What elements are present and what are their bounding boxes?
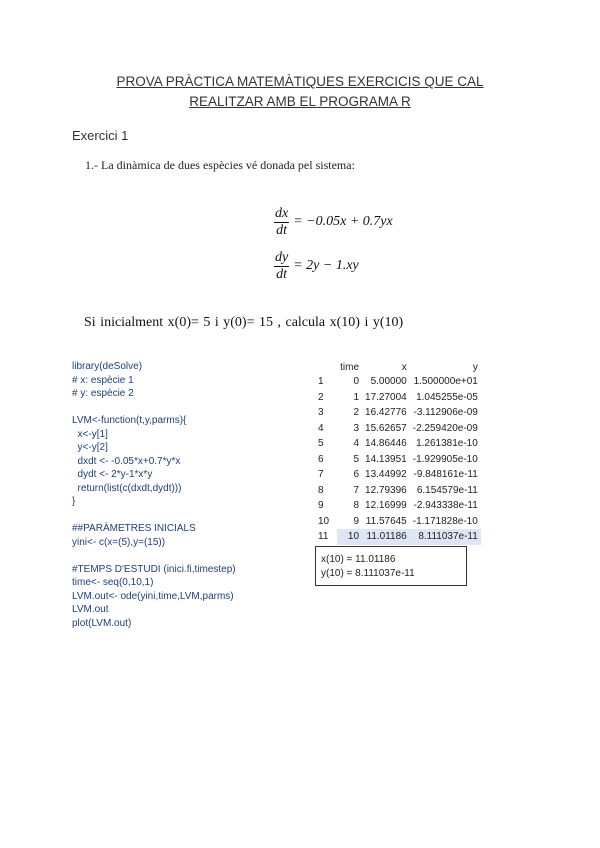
- r-output-table: [318, 360, 481, 545]
- table-cell: 14.13951: [365, 453, 407, 465]
- equation-dx: [274, 200, 393, 244]
- table-cell: 3: [318, 407, 324, 419]
- table-cell: -1.929905e-10: [412, 453, 478, 465]
- table-cell: 6: [353, 469, 360, 481]
- table-cell: 9: [318, 500, 324, 512]
- table-cell: 1: [353, 391, 360, 403]
- equation-dy: [274, 244, 393, 288]
- table-row: [318, 421, 481, 437]
- result-y10: y(10) = 8.111037e-11: [321, 568, 415, 579]
- table-cell: 10: [318, 515, 330, 527]
- problem-statement: 1.- La dinàmica de dues espècies vé donada pel sistema:: [85, 158, 355, 172]
- table-cell: 3: [353, 422, 360, 434]
- table-row: [318, 498, 481, 514]
- table-cell: 8.111037e-11: [410, 529, 481, 545]
- code-line: [72, 509, 236, 523]
- table-cell: 7: [318, 469, 324, 481]
- code-line: [72, 549, 236, 563]
- table-cell: 8: [353, 500, 360, 512]
- r-code-block: [72, 360, 236, 630]
- document-title: [0, 72, 600, 112]
- code-line: # y: espècie 2: [72, 388, 134, 399]
- table-cell: 12.16999: [365, 500, 407, 512]
- code-line: time<- seq(0,10,1): [72, 577, 154, 588]
- code-line: #TEMPS D'ESTUDI (inici.fi,timestep): [72, 563, 236, 575]
- output-header-row: [318, 360, 481, 374]
- table-row: [318, 483, 481, 499]
- table-cell: 10: [337, 529, 362, 545]
- table-cell: 17.27004: [365, 391, 407, 403]
- table-row: [318, 529, 481, 545]
- table-cell: 9: [353, 515, 360, 527]
- code-line: LVM<-function(t,y,parms){: [72, 415, 187, 426]
- header-y: y: [472, 361, 478, 373]
- title-line-1: PROVA PRÀCTICA MATEMÀTIQUES EXERCICIS QUE CAL: [116, 74, 484, 89]
- table-cell: 5: [353, 453, 360, 465]
- header-time: time: [340, 361, 360, 373]
- code-line: LVM.out<- ode(yini,time,LVM,parms): [72, 590, 234, 602]
- result-box: [315, 546, 467, 586]
- table-cell: 11: [318, 531, 329, 543]
- equation-system: [274, 200, 393, 288]
- table-cell: 12.79396: [365, 484, 407, 496]
- table-row: [318, 374, 481, 390]
- code-line: dydt <- 2*y-1*x*y: [72, 469, 153, 480]
- table-cell: -3.112906e-09: [413, 407, 478, 419]
- table-row: [318, 390, 481, 406]
- table-cell: 6.154579e-11: [416, 484, 478, 496]
- table-cell: 2: [318, 391, 324, 403]
- table-cell: 1: [318, 376, 324, 388]
- code-line: yini<- c(x=(5),y=(15)): [72, 536, 166, 548]
- table-cell: 13.44992: [365, 469, 407, 481]
- code-line: ##PARÀMETRES INICIALS: [72, 523, 196, 534]
- table-cell: 8: [318, 484, 324, 496]
- table-cell: 11.01186: [362, 529, 410, 545]
- table-cell: 15.62657: [365, 422, 407, 434]
- table-cell: 4: [353, 438, 360, 450]
- code-line: plot(LVM.out): [72, 617, 132, 629]
- code-line: }: [72, 496, 76, 507]
- exercise-heading: Exercici 1: [72, 128, 129, 143]
- table-cell: 16.42776: [365, 407, 407, 419]
- table-row: [318, 514, 481, 530]
- table-cell: -2.259420e-09: [412, 422, 478, 434]
- code-line: # x: espècie 1: [72, 374, 134, 386]
- result-x10: x(10) = 11.01186: [321, 554, 396, 565]
- table-cell: 1.261381e-10: [416, 438, 478, 450]
- code-line: dxdt <- -0.05*x+0.7*y*x: [72, 455, 181, 467]
- code-line: [72, 401, 236, 415]
- table-cell: -9.848161e-11: [413, 469, 478, 481]
- table-cell: 0: [353, 376, 360, 388]
- table-cell: 1.045255e-05: [416, 391, 478, 403]
- table-row: [318, 405, 481, 421]
- table-cell: 2: [353, 407, 360, 419]
- table-row: [318, 452, 481, 468]
- code-line: LVM.out: [72, 604, 109, 615]
- table-cell: 7: [353, 484, 360, 496]
- table-cell: 1.500000e+01: [413, 376, 478, 388]
- derivative-dy-dt: $\frac{dy}{dt}$: [275, 249, 289, 282]
- title-line-2: REALITZAR AMB EL PROGRAMA R: [189, 94, 411, 109]
- question-text: Si inicialment x(0)= 5 i y(0)= 15 , calcula x(10) i y(10): [84, 315, 404, 330]
- equation-dx-rhs: = −0.05x + 0.7yx: [293, 214, 393, 229]
- derivative-dx-dt: $\frac{dx}{dt}$: [275, 205, 289, 238]
- code-line: return(list(c(dxdt,dydt))): [72, 482, 182, 494]
- code-line: x<-y[1]: [72, 428, 108, 440]
- table-cell: 4: [318, 422, 324, 434]
- table-cell: 5: [318, 438, 324, 450]
- header-x: x: [401, 361, 407, 373]
- table-row: [318, 436, 481, 452]
- table-cell: -2.943338e-11: [413, 500, 478, 512]
- table-cell: 14.86446: [365, 438, 407, 450]
- code-line: library(deSolve): [72, 361, 143, 372]
- table-row: [318, 467, 481, 483]
- table-cell: 6: [318, 453, 324, 465]
- table-cell: -1.171828e-10: [412, 515, 478, 527]
- code-line: y<-y[2]: [72, 442, 108, 453]
- equation-dy-rhs: = 2y − 1.xy: [293, 258, 359, 273]
- table-cell: 11.57645: [365, 515, 407, 527]
- table-cell: 5.00000: [370, 376, 407, 388]
